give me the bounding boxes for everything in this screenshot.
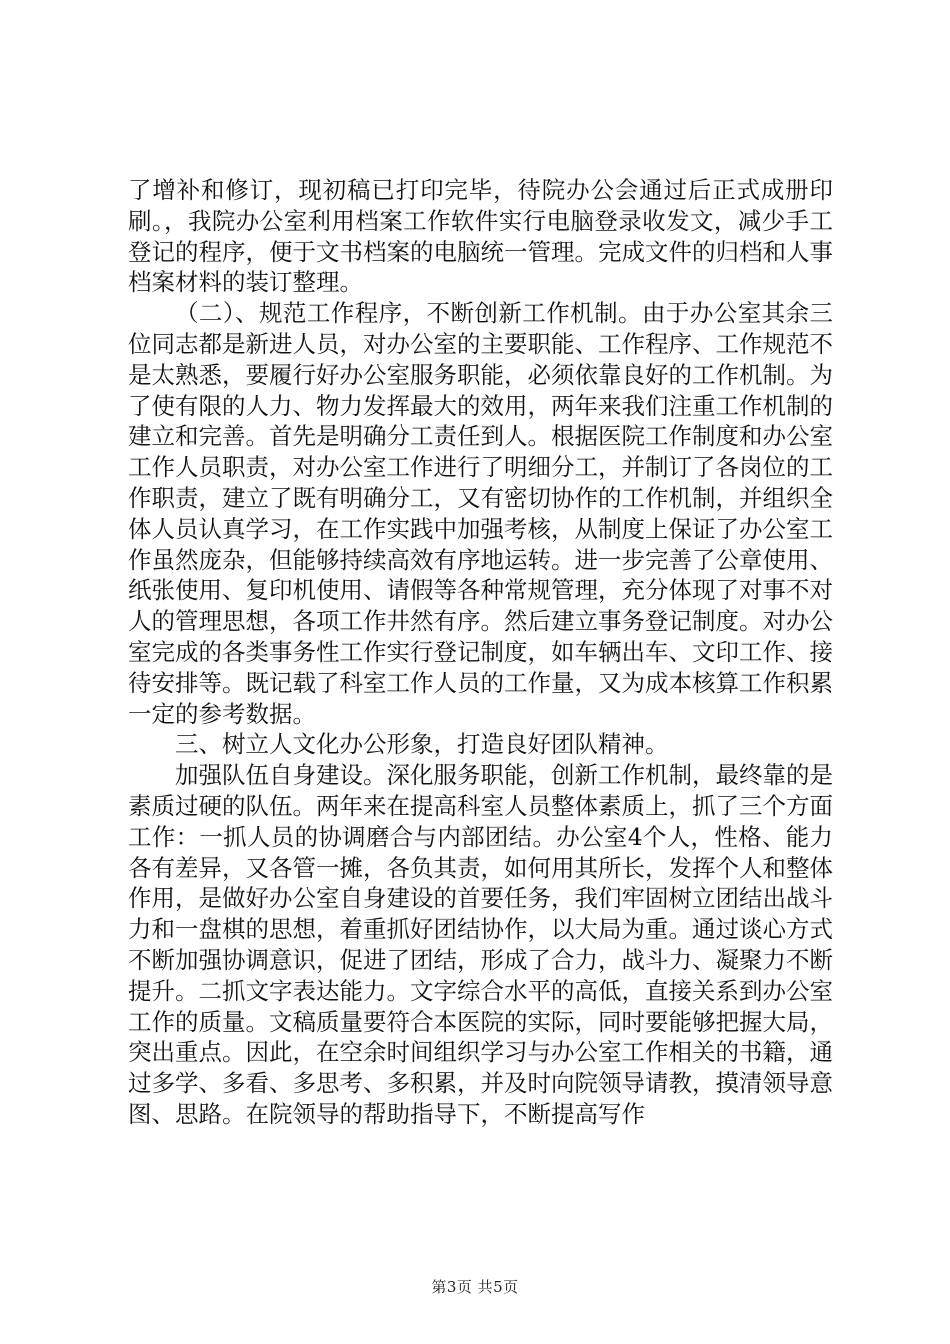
paragraph-4: 加强队伍自身建设。深化服务职能，创新工作机制，最终靠的是素质过硬的队伍。两年来在提高科室人员整体素质上，抓了三个方面工作：一抓人员的协调磨合与内部团结。办公室4个人，性格、能力各有差异，又各管一摊，各负其责，如何用其所长，发挥个人和整体作用，是做好办公室自身建设的首要任务，我们牢固树立团结出战斗力和一盘棋的思想，着重抓好团结协作，以大局为重。通过谈心方式不断加强协调意识，促进了团结，形成了合力，战斗力、凝聚力不断提升。二抓文字表达能力。文字综合水平的高低，直接关系到办公室工作的质量。文稿质量要符合本医院的实际，同时要能够把握大局，突出重点。因此，在空余时间组织学习与办公室工作相关的书籍，通过多学、多看、多思考、多积累，并及时向院领导请教，摸清领导意图、思路。在院领导的帮助指导下，不断提高写作: [128, 761, 833, 1128]
document-body: [128, 175, 833, 1130]
paragraph-1: 了增补和修订，现初稿已打印完毕，待院办公会通过后正式成册印刷。，我院办公室利用档案工作软件实行电脑登录收发文，减少手工登记的程序，便于文书档案的电脑统一管理。完成文件的归档和人事档案材料的装订整理。: [128, 176, 833, 297]
page-number-footer: 第3页 共5页: [431, 1278, 519, 1296]
section-heading-3: 三、树立人文化办公形象，打造良好团队精神。: [175, 730, 669, 759]
paragraph-2: （二）、规范工作程序，不断创新工作机制。由于办公室其余三位同志都是新进人员，对办公室的主要职能、工作程序、工作规范不是太熟悉，要履行好办公室服务职能，必须依靠良好的工作机制。为了使有限的人力、物力发挥最大的效用，两年来我们注重工作机制的建立和完善。首先是明确分工责任到人。根据医院工作制度和办公室工作人员职责，对办公室工作进行了明细分工，并制订了各岗位的工作职责，建立了既有明确分工，又有密切协作的工作机制，并组织全体人员认真学习，在工作实践中加强考核，从制度上保证了办公室工作虽然庞杂，但能够持续高效有序地运转。进一步完善了公章使用、纸张使用、复印机使用、请假等各种常规管理，充分体现了对事不对人的管理思想，各项工作井然有序。然后建立事务登记制度。对办公室完成的各类事务性工作实行登记制度，如车辆出车、文印工作、接待安排等。既记载了科室工作人员的工作量，又为成本核算工作积累一定的参考数据。: [128, 299, 833, 728]
